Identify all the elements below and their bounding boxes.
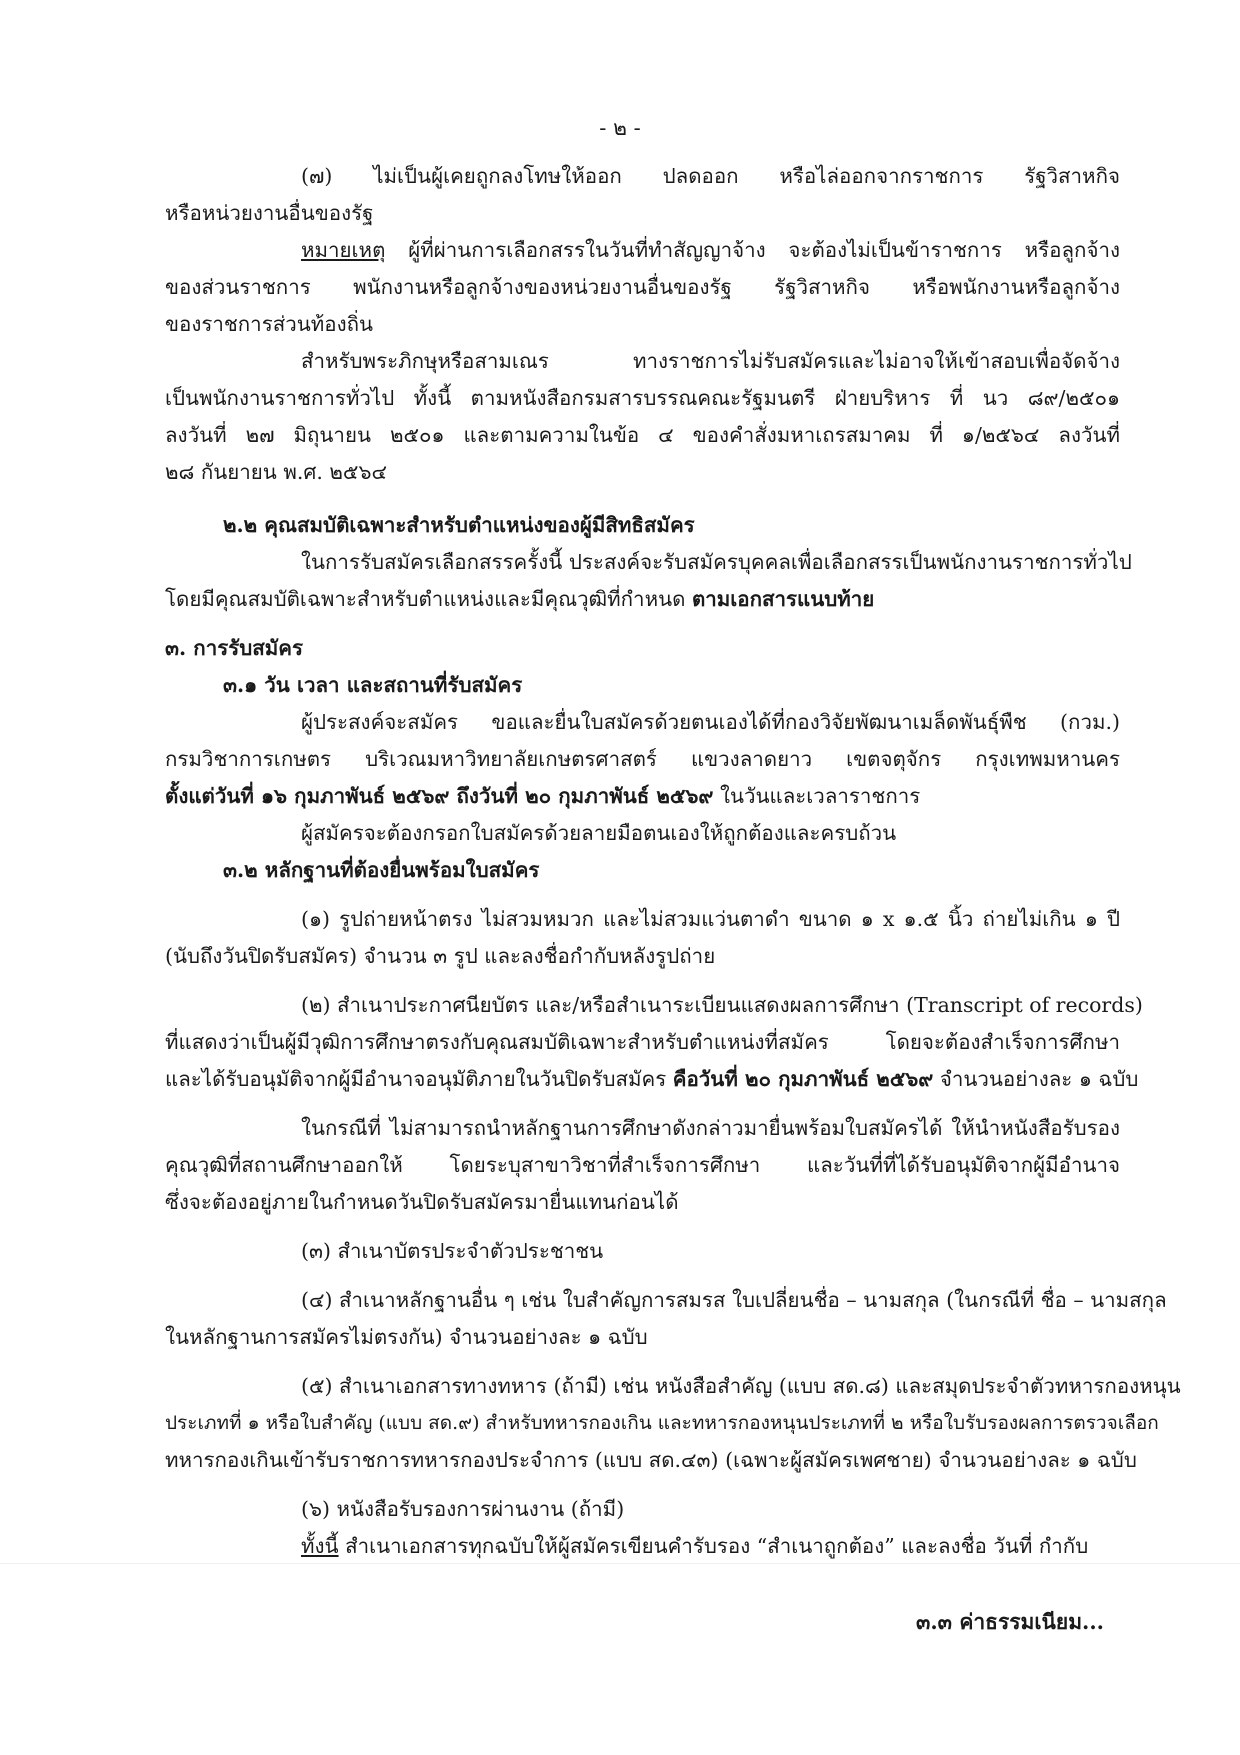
section-3 — [165, 630, 1120, 889]
document-body — [165, 158, 1181, 1565]
section-2-2 — [165, 507, 1132, 618]
text-line: (๒) สำเนาประกาศนียบัตร และ/หรือสำเนาระเบียนแสดงผลการศึกษา (Transcript of records) — [301, 993, 1143, 1017]
text-line: สำหรับพระภิกษุหรือสามเณร ทางราชการไม่รับสมัครและไม่อาจให้เข้าสอบเพื่อจัดจ้าง — [301, 349, 1120, 373]
text-span: โดยมีคุณสมบัติเฉพาะสำหรับตำแหน่งและมีคุณวุฒิที่กำหนด — [165, 587, 692, 611]
note-text: ผู้ที่ผ่านการเลือกสรรในวันที่ทำสัญญาจ้าง จะต้องไม่เป็นข้าราชการ หรือลูกจ้าง — [385, 238, 1120, 262]
text-line: (นับถึงวันปิดรับสมัคร) จำนวน ๓ รูป และลงชื่อกำกับหลังรูปถ่าย — [165, 944, 716, 968]
final-paragraph — [165, 1528, 1120, 1565]
text-line: กรมวิชาการเกษตร บริเวณมหาวิทยาลัยเกษตรศาสตร์ แขวงลาดยาว เขตจตุจักร กรุงเทพมหานคร — [165, 747, 1120, 771]
text-line: (๔) สำเนาหลักฐานอื่น ๆ เช่น ใบสำคัญการสมรส ใบเปลี่ยนชื่อ – นามสกุล (ในกรณีที่ ชื่อ – นามสกุล — [301, 1288, 1167, 1312]
text-line: ของส่วนราชการ พนักงานหรือลูกจ้างของหน่วยงานอื่นของรัฐ รัฐวิสาหกิจ หรือพนักงานหรือลูกจ้าง — [165, 275, 1120, 299]
document-item-4 — [165, 1282, 1167, 1356]
text-line: (๖) หนังสือรับรองการผ่านงาน (ถ้ามี) — [301, 1497, 625, 1521]
text-line: ของราชการส่วนท้องถิ่น — [165, 312, 374, 336]
text-line: (๓) สำเนาบัตรประจำตัวประชาชน — [301, 1239, 604, 1263]
text-line: ประเภทที่ ๑ หรือใบสำคัญ (แบบ สด.๙) สำหรับทหารกองเกิน และทหารกองหนุนประเภทที่ ๒ หรือใบรับรองผลการตรวจเลือก — [165, 1412, 1159, 1434]
text-line: คุณวุฒิที่สถานศึกษาออกให้ โดยระบุสาขาวิชาที่สำเร็จการศึกษา และวันที่ที่ได้รับอนุมัติจากผู้มีอำนาจ — [165, 1153, 1120, 1177]
section-heading: ๒.๒ คุณสมบัติเฉพาะสำหรับตำแหน่งของผู้มีสิทธิสมัคร — [223, 513, 695, 537]
section-heading: ๓.๒ หลักฐานที่ต้องยื่นพร้อมใบสมัคร — [223, 858, 540, 882]
document-item-5 — [165, 1368, 1181, 1479]
text-line — [165, 778, 1120, 815]
text-span: และได้รับอนุมัติจากผู้มีอำนาจอนุมัติภายในวันปิดรับสมัคร — [165, 1067, 673, 1091]
text-line: ซึ่งจะต้องอยู่ภายในกำหนดวันปิดรับสมัครมายื่นแทนก่อนได้ — [165, 1190, 679, 1214]
text-span: จำนวนอย่างละ ๑ ฉบับ — [933, 1067, 1139, 1091]
text-line: ที่แสดงว่าเป็นผู้มีวุฒิการศึกษาตรงกับคุณสมบัติเฉพาะสำหรับตำแหน่งที่สมัคร โดยจะต้องสำเร็จการศึกษา — [165, 1030, 1120, 1054]
text-line: ในการรับสมัครเลือกสรรครั้งนี้ ประสงค์จะรับสมัครบุคคลเพื่อเลือกสรรเป็นพนักงานราชการทั่วไป — [301, 550, 1132, 574]
text-line — [165, 581, 1120, 618]
page-number: - ๒ - — [599, 116, 641, 140]
text-line — [165, 232, 1120, 269]
note-paragraph — [165, 232, 1120, 343]
section-heading: ๓.๑ วัน เวลา และสถานที่รับสมัคร — [223, 673, 523, 697]
text-line: ๒๘ กันยายน พ.ศ. ๒๕๖๔ — [165, 460, 387, 484]
text-line: ในกรณีที่ ไม่สามารถนำหลักฐานการศึกษาดังกล่าวมายื่นพร้อมใบสมัครได้ ให้นำหนังสือรับรอง — [301, 1116, 1120, 1140]
monk-paragraph — [165, 343, 1120, 491]
section-heading: ๓. การรับสมัคร — [165, 636, 303, 660]
document-item-1 — [165, 901, 1120, 975]
footer-divider — [0, 1563, 1240, 1564]
qualification-item-7 — [165, 158, 1120, 232]
document-item-6 — [165, 1491, 1120, 1528]
text-line: ผู้ประสงค์จะสมัคร ขอและยื่นใบสมัครด้วยตนเองได้ที่กองวิจัยพัฒนาเมล็ดพันธุ์พืช (กวม.) — [301, 710, 1120, 734]
text-line: ทหารกองเกินเข้ารับราชการทหารกองประจำการ (แบบ สด.๔๓) (เฉพาะผู้สมัครเพศชาย) จำนวนอย่างละ ๑ ฉบับ — [165, 1448, 1137, 1472]
text-line — [165, 1061, 1139, 1098]
text-line: ผู้สมัครจะต้องกรอกใบสมัครด้วยลายมือตนเองให้ถูกต้องและครบถ้วน — [301, 821, 897, 845]
bold-text: ตั้งแต่วันที่ ๑๖ กุมภาพันธ์ ๒๕๖๙ ถึงวันที่ ๒๐ กุมภาพันธ์ ๒๕๖๙ — [165, 784, 714, 808]
text-line: ในหลักฐานการสมัครไม่ตรงกัน) จำนวนอย่างละ ๑ ฉบับ — [165, 1325, 648, 1349]
text-line: เป็นพนักงานราชการทั่วไป ทั้งนี้ ตามหนังสือกรมสารบรรณคณะรัฐมนตรี ฝ่ายบริหาร ที่ นว ๘๙/๒๕๐๑ — [165, 386, 1120, 410]
text-line: หรือหน่วยงานอื่นของรัฐ — [165, 201, 374, 225]
document-item-2-note — [165, 1110, 1120, 1221]
bold-text: คือวันที่ ๒๐ กุมภาพันธ์ ๒๕๖๙ — [672, 1067, 934, 1091]
text-line — [165, 1528, 1120, 1565]
next-page-continuation: ๓.๓ ค่าธรรมเนียม... — [915, 1609, 1104, 1634]
text-span: สำเนาเอกสารทุกฉบับให้ผู้สมัครเขียนคำรับรอง “สำเนาถูกต้อง” และลงชื่อ วันที่ กำกับ — [338, 1534, 1089, 1558]
text-line: ลงวันที่ ๒๗ มิถุนายน ๒๕๐๑ และตามความในข้อ ๔ ของคำสั่งมหาเถรสมาคม ที่ ๑/๒๕๖๔ ลงวันที่ — [165, 423, 1120, 447]
document-item-3 — [165, 1233, 1120, 1270]
text-line: (๑) รูปถ่ายหน้าตรง ไม่สวมหมวก และไม่สวมแว่นตาดำ ขนาด ๑ x ๑.๕ นิ้ว ถ่ายไม่เกิน ๑ ปี — [301, 907, 1120, 931]
note-label: หมายเหตุ — [301, 238, 386, 262]
text-line: (๕) สำเนาเอกสารทางทหาร (ถ้ามี) เช่น หนังสือสำคัญ (แบบ สด.๘) และสมุดประจำตัวทหารกองหนุน — [301, 1374, 1181, 1398]
text-span: ในวันและเวลาราชการ — [713, 784, 921, 808]
document-item-2 — [165, 987, 1143, 1098]
final-label: ทั้งนี้ — [301, 1534, 339, 1558]
text-line: (๗) ไม่เป็นผู้เคยถูกลงโทษให้ออก ปลดออก หรือไล่ออกจากราชการ รัฐวิสาหกิจ — [301, 164, 1120, 188]
bold-text: ตามเอกสารแนบท้าย — [691, 587, 875, 611]
